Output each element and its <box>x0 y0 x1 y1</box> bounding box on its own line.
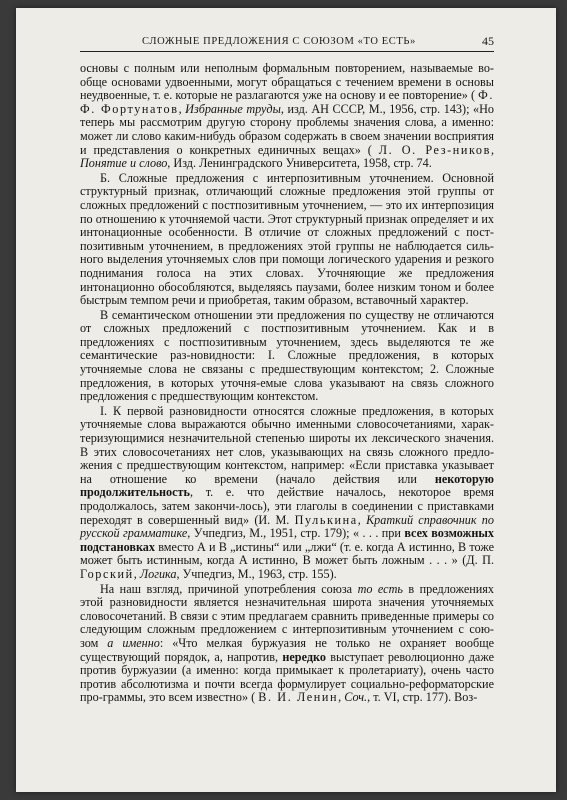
text-run: , <box>178 101 186 116</box>
italic-title: то есть <box>357 581 403 596</box>
italic-title: Логика <box>139 566 177 581</box>
spaced-author: Ф. Ф. Фортунатов <box>80 88 494 116</box>
text-run: , Изд. Ленинградского Университета, 1958, стр. 74. <box>167 156 432 171</box>
paragraph <box>80 583 494 705</box>
spaced-author: Горский <box>80 566 134 581</box>
text-run: , <box>338 690 345 705</box>
text-run: вместо А и В „истины“ или „лжи“ (т. е. когда А истинно, В тоже может быть истинным, когда А истинно, В может быть ложным . . . » (Д. П. <box>80 539 494 568</box>
bold-emphasis: некоторую продолжительность <box>80 471 494 500</box>
bold-emphasis: всех возможных подстановках <box>80 526 494 554</box>
text-run: в предложениях этой разновидности является незначительная широта значения уточняемых словосочетаний. В связи с этим предлагаем сравнить приведенные примеры со следующим сложным предложением с интерпозитивным уточнением с сою-зом <box>80 581 494 650</box>
italic-title: Понятие и слово <box>80 156 168 171</box>
page-header <box>80 34 494 52</box>
header-rule <box>80 51 494 52</box>
book-page <box>16 8 556 792</box>
text-run: В семантическом отношении эти предложения по существу не отличаются от сложных предложений с постпозитивным уточнением. Как и в предложениях с постпозитивным уточнением, здесь выделяются те же семантические раз-новидности: I. Сложные предложения, в которых уточняемые слова не связаны с предшествующим контекстом; 2. Сложные предложения, в которых уточня-емые слова указывают на связь сложного предложения с предшествующим контекстом. <box>80 307 494 404</box>
paragraph <box>80 172 494 308</box>
text-run: выступает революционно даже против буржуазии (а именно: когда примыкает к пролетариату), очень часто против абсолютизма и почти всегда формулирует социально-реформаторские про-граммы, это всем известно» ( <box>80 649 494 705</box>
spaced-author: В. И. Ленин <box>258 690 339 705</box>
text-run: I. К первой разновидности относятся сложные предложения, в которых уточняемые слова выражаются обычно именными словосочетаниями, харак-теризующимися незначительной степенью широты их лексического значения. В этих словосочетаниях нет слов, указывающих на связь сложного предло-жения с предшествующим контекстом, например: «Если приставка указывает на отношение ко времени (начало действия или <box>80 403 494 486</box>
text-run: На наш взгляд, причиной употребления союза <box>100 581 358 596</box>
text-run: : «Что мелкая буржуазия не только не охраняет вообще существующий порядок, а, напротив, <box>80 635 494 664</box>
text-run: , т. VI, стр. 177). Воз- <box>367 690 478 705</box>
bold-emphasis: нередко <box>282 649 326 664</box>
paragraph <box>80 62 494 171</box>
page-number: 45 <box>482 34 494 48</box>
spaced-author: Л. О. Рез-ников <box>378 142 491 157</box>
text-run: , <box>133 566 140 581</box>
text-run: , т. е. что действие началось, некоторое время продолжалось, затем закончи-лось), эти глаголы в соединении с приставками переходят в совершенный вид» (И. М. <box>80 485 494 527</box>
text-run: , изд. АН СССР, М., 1956, стр. 143); «Но теперь мы рассмотрим другую сторону проблемы значения слова, а именно: может ли слово каким-нибудь образом содержать в своем значении восприятия и представления о конкретных единичных вещах» ( <box>80 101 494 157</box>
italic-title: Краткий справочник по русской грамматике <box>80 512 494 541</box>
spaced-author: Пулькина <box>294 512 358 527</box>
body-text <box>80 62 494 705</box>
italic-title: Соч. <box>344 690 368 705</box>
italic-title: а именно <box>107 635 160 650</box>
text-run: Б. Сложные предложения с интерпозитивным уточнением. Основной структурный признак, отличающий сложные предложения этой группы от сложных предложений с постпозитивным уточнением, — это их интерпозиция по отношению к уточняемой части. Этот структурный признак определяет и их интонационные особенности. В отличие от сложных предложений с пост-позитивным уточнением, в предложениях этой группы не наблюдается силь-ного выделения уточняемых слов при помощи логического ударения и резкого поднимания голоса на этих словах. Уточняющие же предложения интонационно обособляются, выделяясь паузами, более низким тоном и более быстрым темпом речи и приобретая, таким образом, вставочный характер. <box>80 170 494 308</box>
paragraph <box>80 405 494 582</box>
text-run: , Учпедгиз, М., 1963, стр. 155). <box>176 566 337 581</box>
text-run: , Учпедгиз, М., 1951, стр. 179); « . . . при <box>187 526 405 541</box>
running-title: СЛОЖНЫЕ ПРЕДЛОЖЕНИЯ С СОЮЗОМ «ТО ЕСТЬ» <box>142 36 416 47</box>
italic-title: Избранные труды <box>185 101 281 116</box>
paragraph <box>80 309 494 404</box>
text-run: основы с полным или неполным формальным повторением, называемые во-обще основами удвоенными, могут обращаться с течением времени в основы неудвоенные, т. е. которые не разлагаются уже на основу и ее повторение» ( <box>80 61 494 103</box>
text-run: , <box>490 142 495 157</box>
text-run: , <box>357 512 367 527</box>
